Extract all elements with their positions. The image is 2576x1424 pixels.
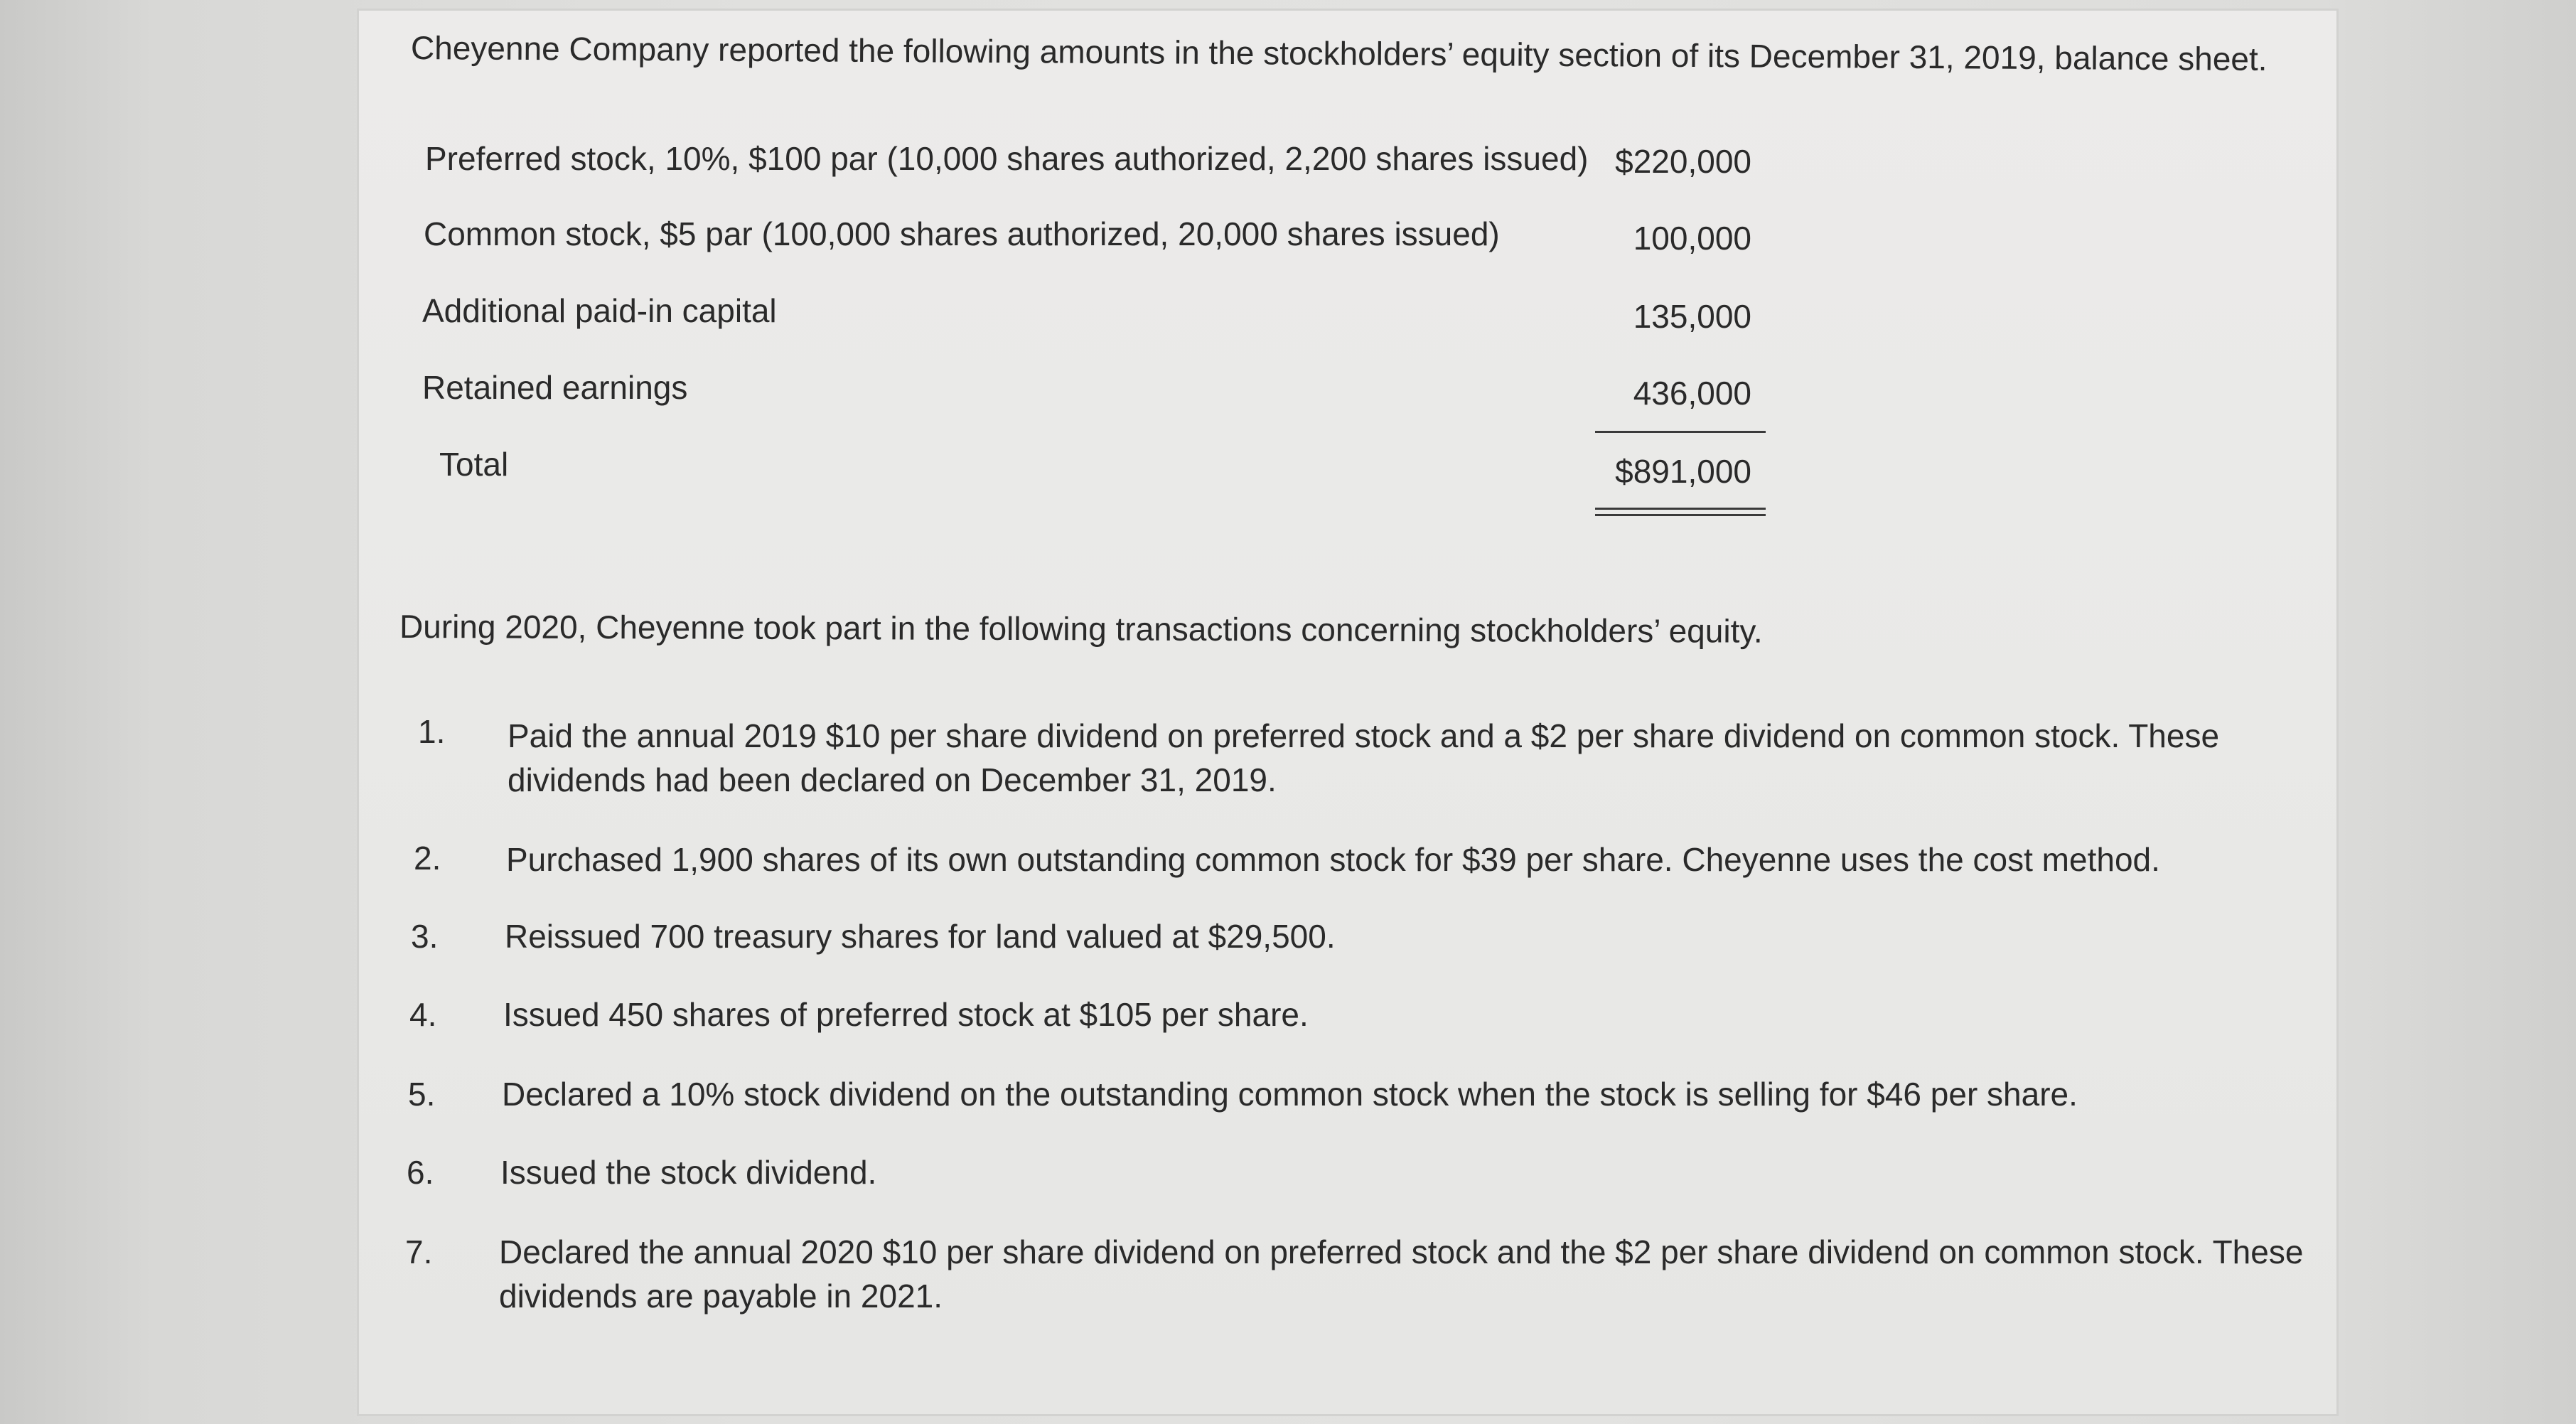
subtotal-rule [1595, 431, 1766, 433]
equity-total-amount: $891,000 [1615, 453, 1751, 490]
list-item-text: Purchased 1,900 shares of its own outstanding common stock for $39 per share. Cheyenne uses the cost method. [506, 841, 2160, 878]
list-item-number: 1. [418, 713, 446, 750]
list-item [503, 992, 1309, 1037]
equity-row-label: Preferred stock, 10%, $100 par (10,000 shares authorized, 2,200 shares issued) [425, 140, 1589, 177]
equity-row-label: Additional paid-in capital [422, 292, 777, 329]
equity-row-amount: 135,000 [1633, 298, 1751, 335]
equity-row-amount: 100,000 [1633, 220, 1751, 257]
equity-row-amount: 436,000 [1633, 375, 1751, 412]
list-item-text: Declared the annual 2020 $10 per share dividend on preferred stock and the $2 per share dividend on common stock. These [499, 1233, 2304, 1270]
list-item [506, 837, 2160, 882]
transactions-intro: During 2020, Cheyenne took part in the following transactions concerning stockholders’ equity. [399, 608, 1763, 650]
list-item [502, 1072, 2078, 1116]
list-item [508, 714, 2219, 802]
list-item-number: 5. [408, 1076, 436, 1113]
list-item-text: Issued 450 shares of preferred stock at $105 per share. [503, 996, 1309, 1033]
list-item-text: Declared a 10% stock dividend on the outstanding common stock when the stock is selling for $46 per share. [502, 1076, 2078, 1113]
total-double-rule [1595, 508, 1766, 516]
equity-row-amount: $220,000 [1615, 143, 1751, 180]
list-item-text: dividends are payable in 2021. [499, 1278, 943, 1315]
list-item-text: Reissued 700 treasury shares for land valued at $29,500. [505, 918, 1336, 955]
list-item-number: 6. [407, 1154, 434, 1191]
equity-row-label: Retained earnings [422, 369, 688, 406]
list-item-number: 2. [414, 840, 441, 877]
list-item-text: Paid the annual 2019 $10 per share dividend on preferred stock and a $2 per share dividend on common stock. These [508, 717, 2220, 754]
list-item [499, 1230, 2303, 1318]
equity-total-label: Total [439, 446, 509, 483]
list-item-text: Issued the stock dividend. [500, 1154, 877, 1191]
equity-row-label: Common stock, $5 par (100,000 shares authorized, 20,000 shares issued) [424, 215, 1500, 252]
list-item [500, 1150, 876, 1194]
list-item-text: dividends had been declared on December 31, 2019. [508, 761, 1277, 798]
list-item-number: 3. [411, 918, 439, 955]
intro-text: Cheyenne Company reported the following amounts in the stockholders’ equity section of its December 31, 2019, balance sheet. [410, 29, 2268, 77]
list-item-number: 7. [405, 1233, 433, 1270]
list-item [505, 914, 1336, 958]
list-item-number: 4. [409, 996, 437, 1033]
